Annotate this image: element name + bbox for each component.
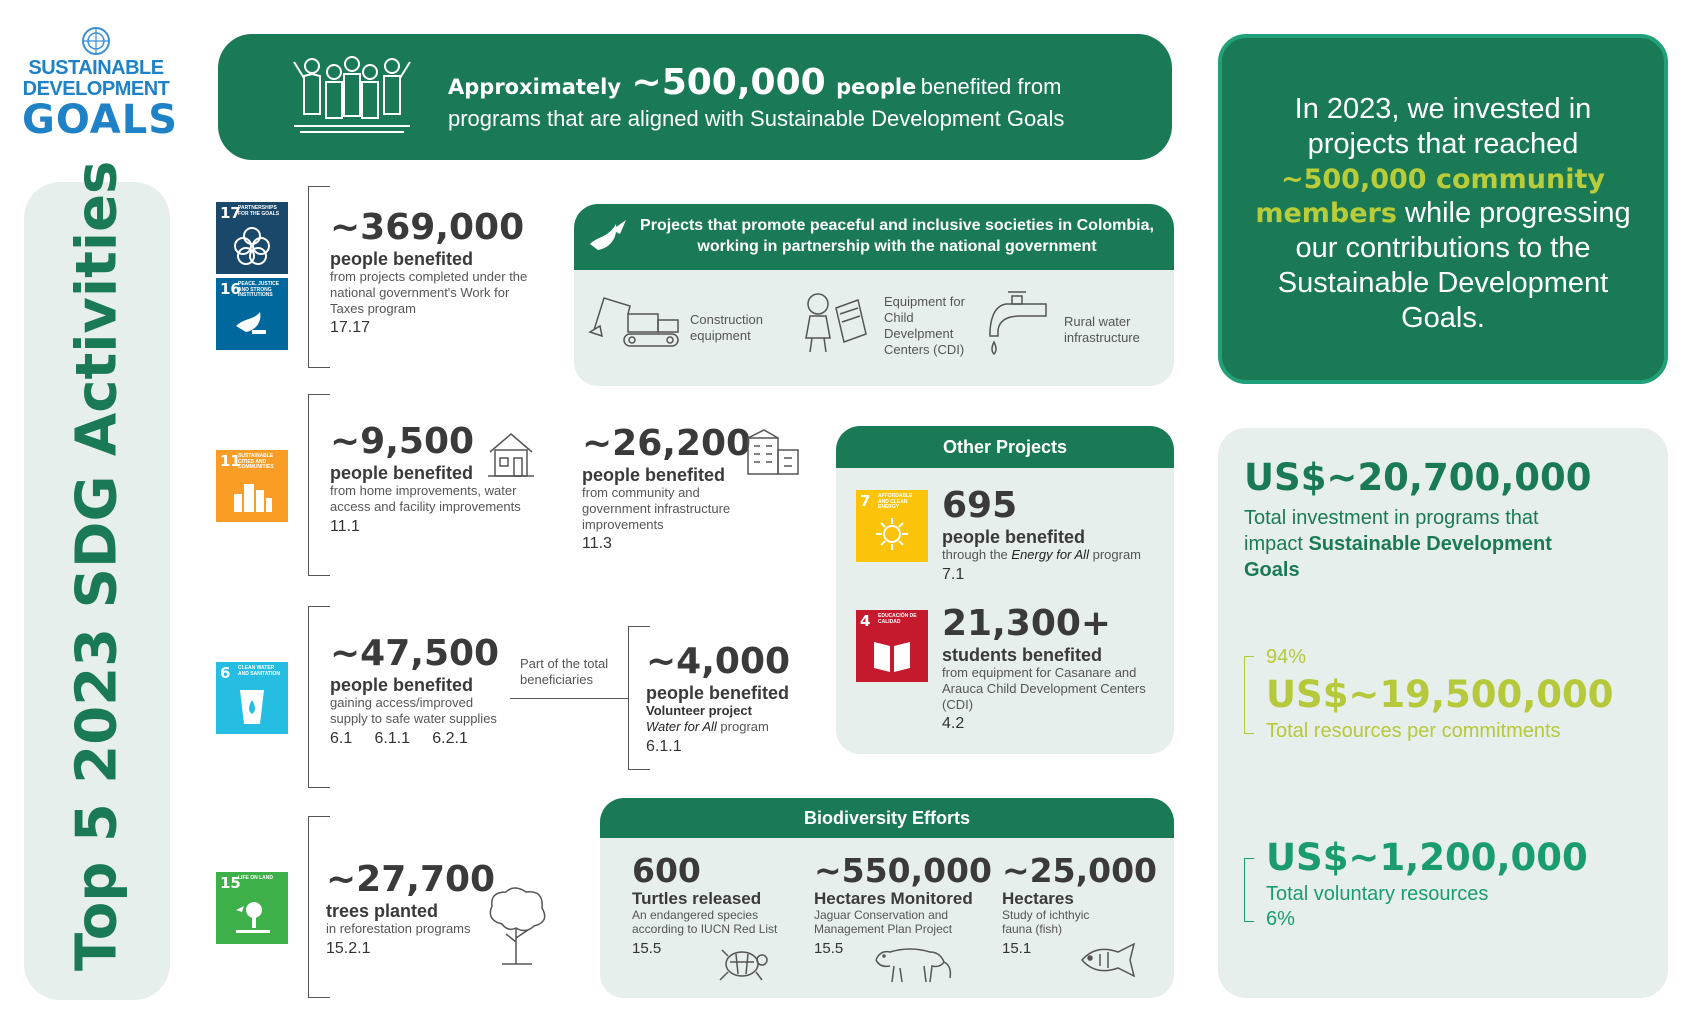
row4-stat (326, 859, 496, 958)
row2-b-code: 11.3 (582, 535, 612, 553)
tree-icon (482, 884, 552, 968)
sdg-4-number: 4 (860, 612, 871, 630)
banner-prefix: Approximately (448, 75, 622, 99)
banner-amount: ~500,000 (631, 62, 826, 103)
banner (218, 34, 1172, 160)
peace-panel-title: Projects that promote peaceful and inclusive societies in Colombia, working in partnership with the national government (640, 217, 1154, 255)
row4-code: 15.2.1 (326, 939, 371, 957)
row1-bracket (308, 186, 330, 368)
finance-total-label: Total investment in programs that impact (1244, 507, 1539, 555)
sdg-11-label: SUSTAINABLE CITIES AND COMMUNITIES (238, 453, 274, 470)
summary-text-2: while progressing our contributions to the Sustainable Development Goals. (1277, 197, 1631, 334)
row1-benefit: people benefited (330, 249, 474, 269)
row3-codes: 6.1 6.1.1 6.2.1 (330, 729, 468, 747)
finance-vol-pct: 6% (1266, 908, 1295, 930)
fish-icon (1076, 940, 1142, 980)
bio-jaguar-label: Hectares Monitored (814, 889, 973, 908)
row3-part-of: Part of the total beneficiaries (520, 656, 609, 687)
row4-benefit: trees planted (326, 901, 439, 921)
logo-line3: GOALS (22, 97, 179, 143)
other-a-value: 695 (942, 485, 1018, 526)
row3-sub-stat (646, 641, 826, 756)
city-buildings-icon (230, 472, 274, 516)
sdg-11-tile (216, 450, 288, 522)
bio-jaguar-code: 15.5 (814, 940, 844, 958)
turtle-icon (716, 942, 770, 986)
row1-desc: from projects completed under the national government's Work for Taxes program (330, 268, 528, 316)
row1-code: 17.17 (330, 319, 371, 337)
finance-commit-label: Total resources per commitments (1266, 720, 1561, 742)
bio-jaguar-desc: Jaguar Conservation and Management Plan Project (814, 907, 953, 937)
banner-line2: programs that are aligned with Sustainable Development Goals (448, 106, 1065, 131)
row2-b-value: ~26,200 (582, 423, 752, 464)
people-group-icon (290, 52, 414, 138)
excavator-icon (588, 292, 682, 352)
finance-commit-value: US$~19,500,000 (1266, 673, 1614, 716)
sdg-17-tile (216, 202, 288, 274)
bio-item-turtles (632, 851, 798, 958)
dove-gavel-icon (230, 300, 274, 344)
other-a-benefit: people benefited (942, 527, 1086, 547)
row3-desc: gaining access/improved supply to safe water supplies (330, 694, 497, 726)
finance-voluntary (1266, 836, 1656, 931)
sdg-7-number: 7 (860, 492, 871, 510)
finance-commit-pct: 94% (1266, 646, 1307, 668)
row3-stat (330, 633, 510, 748)
sdg-6-label: CLEAN WATER AND SANITATION (238, 665, 281, 677)
open-book-icon (870, 632, 914, 676)
row2-a-desc: from home improvements, water access and facility improvements (330, 482, 521, 514)
row4-desc: in reforestation programs (326, 920, 471, 936)
finance-total (1244, 456, 1644, 583)
row3-sub-desc-post: program (720, 718, 769, 734)
row3-sub-benefit: people benefited (646, 683, 790, 703)
sdg-7-label: AFFORDABLE AND CLEAN ENERGY (878, 493, 913, 510)
peace-item-water-label: Rural water infrastructure (1064, 314, 1140, 345)
bio-fish-desc: Study of ichthyic fauna (fish) (1002, 907, 1090, 937)
sdg-6-tile (216, 662, 288, 734)
row2-a-benefit: people benefited (330, 463, 474, 483)
summary-text-1: In 2023, we invested in projects that reached (1294, 93, 1592, 160)
sdg-16-number: 16 (220, 280, 241, 298)
sdg-15-number: 15 (220, 874, 241, 892)
other-b-desc: from equipment for Casanare and Arauca Child Development Centers (CDI) (942, 664, 1146, 712)
sdg-17-number: 17 (220, 204, 241, 222)
sdg-16-label: PEACE, JUSTICE AND STRONG INSTITUTIONS (238, 281, 280, 298)
finance-commit (1266, 646, 1656, 743)
sdg-16-tile (216, 278, 288, 350)
sdg-11-number: 11 (220, 452, 241, 470)
other-b-code: 4.2 (942, 715, 965, 733)
dove-icon (586, 214, 632, 260)
bio-turtles-value: 600 (632, 851, 701, 890)
row2-bracket (308, 394, 330, 576)
bio-turtles-label: Turtles released (632, 889, 762, 908)
building-icon (744, 428, 802, 478)
row1-value: ~369,000 (330, 207, 525, 248)
sdg-6-number: 6 (220, 664, 231, 682)
other-projects-panel (836, 426, 1174, 754)
flower-rings-icon (230, 224, 274, 268)
side-title: Top 5 2023 SDG Activities (64, 160, 130, 971)
logo-line2: DEVELOPMENT (22, 78, 170, 100)
summary-highlight: ~500,000 community members (1255, 163, 1606, 230)
other-b-benefit: students benefited (942, 645, 1103, 665)
house-icon (486, 430, 536, 480)
banner-people: people (836, 75, 917, 99)
row2-b-desc: from community and government infrastructure improvements (582, 484, 731, 532)
other-projects-header: Other Projects (836, 426, 1174, 468)
sdg-logo (22, 24, 179, 143)
row3-benefit: people benefited (330, 675, 474, 695)
row2-a-value: ~9,500 (330, 421, 475, 462)
commit-bracket (1244, 656, 1254, 734)
bio-fish-code: 15.1 (1002, 940, 1032, 958)
row2-b-benefit: people benefited (582, 465, 726, 485)
sdg-4-tile (856, 610, 928, 682)
sdg-7-tile (856, 490, 928, 562)
logo-line1: SUSTAINABLE (28, 57, 164, 79)
water-tap-icon (986, 286, 1050, 358)
summary-box (1218, 34, 1668, 384)
peace-panel-header (574, 204, 1174, 270)
other-stat-b (942, 603, 1166, 733)
sun-power-icon (870, 512, 914, 556)
bio-fish-label: Hectares (1002, 889, 1074, 908)
row3-connector-line (510, 698, 628, 699)
sdg-4-label: EDUCACIÓN DE CALIDAD (878, 613, 917, 625)
other-a-code: 7.1 (942, 565, 965, 583)
other-a-desc-post: program (1092, 546, 1142, 562)
peace-item-cdi-label: Equipment for Child Develpment Centers (CDI) (884, 294, 965, 357)
row3-value: ~47,500 (330, 633, 500, 674)
row3-sub-value: ~4,000 (646, 641, 791, 682)
banner-suffix: benefited from (920, 74, 1062, 99)
bio-turtles-desc: An endangered species according to IUCN Red List (632, 907, 778, 937)
finance-vol-value: US$~1,200,000 (1266, 836, 1588, 879)
bio-fish-value: ~25,000 (1002, 851, 1157, 890)
finance-total-value: US$~20,700,000 (1244, 456, 1592, 499)
other-stat-a (942, 485, 1166, 584)
jaguar-icon (870, 938, 954, 986)
vol-bracket (1244, 858, 1254, 922)
other-a-desc-program: Energy for All (1011, 546, 1089, 562)
row3-sub-desc-program: Water for All (646, 718, 717, 734)
sdg-15-tile (216, 872, 288, 944)
row4-value: ~27,700 (326, 859, 496, 900)
other-a-desc-pre: through the (942, 546, 1008, 562)
peace-item-construction-label: Construction equipment (690, 312, 763, 343)
peace-panel (574, 204, 1174, 386)
row2-a-code: 11.1 (330, 517, 360, 535)
water-glass-icon (230, 684, 274, 728)
other-b-value: 21,300+ (942, 603, 1112, 644)
biodiversity-header: Biodiversity Efforts (600, 798, 1174, 838)
un-emblem-icon (76, 24, 116, 58)
biodiversity-panel (600, 798, 1174, 998)
row3-sub-desc1: Volunteer project (646, 702, 752, 718)
bio-turtles-code: 15.5 (632, 940, 662, 958)
row3-sub-code: 6.1.1 (646, 737, 682, 755)
sdg-17-label: PARTNERSHIPS FOR THE GOALS (238, 205, 280, 217)
finance-total-label-bold: Sustainable Development Goals (1244, 533, 1552, 581)
row3-bracket (308, 606, 330, 788)
bio-jaguar-value: ~550,000 (814, 851, 992, 890)
sdg-15-label: LIFE ON LAND (238, 875, 273, 881)
row1-stat (330, 207, 530, 337)
finance-vol-label: Total voluntary resources (1266, 883, 1489, 905)
child-book-icon (796, 290, 872, 354)
tree-bird-icon (230, 894, 274, 938)
